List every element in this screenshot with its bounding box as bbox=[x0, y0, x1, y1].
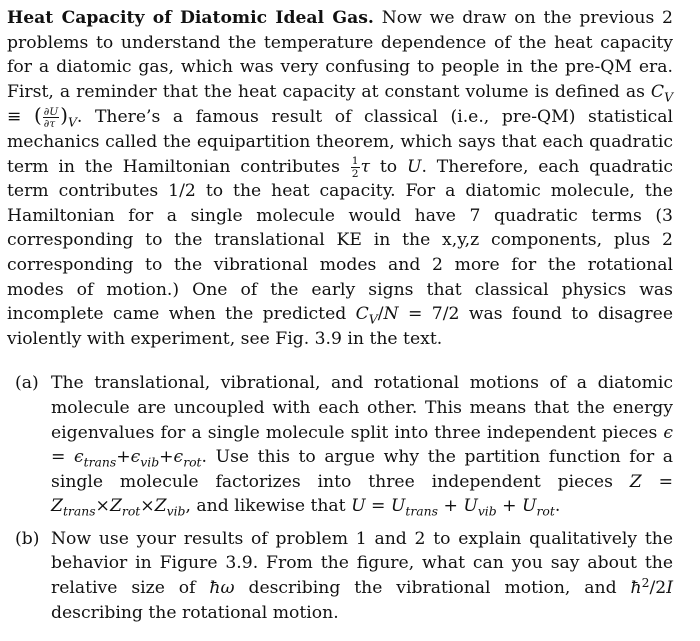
energy-split-equation: $\epsilon = \epsilon_{trans}+\epsilon_{vib}+\epsilon_{rot}$. bbox=[51, 422, 673, 470]
question-b bbox=[7, 527, 673, 625]
question-a bbox=[7, 371, 673, 519]
question-a-text-3: and likewise that bbox=[196, 496, 346, 517]
question-list bbox=[7, 371, 673, 625]
question-b-text-1: Now use your results of problem 1 and 2 to explain qualitatively the behavior in Figure 3.9. From the figure, what can you say about the relative size of bbox=[51, 528, 673, 599]
question-b-text-2: describing the vibrational motion, and bbox=[248, 578, 617, 599]
problem-title: Heat Capacity of Diatomic Ideal Gas. bbox=[7, 8, 374, 28]
question-b-label: (b) bbox=[15, 528, 40, 549]
intro-sentence-3: Therefore, each quadratic term contributes 1/2 to the heat capacity. For a diatomic molecule, the Hamiltonian for a single molecule would have 7 quadratic terms (3 corresponding to the translational KE in the x,y,z components, plus 2 corresponding to the vibrational modes and 2 more for the rotational modes of motion.) One of the early signs that classical physics was incomplete came when the predicted bbox=[7, 156, 673, 325]
predicted-ratio: $C_V/N = 7/2$ bbox=[355, 304, 460, 327]
intro-sentence-2: There’s a famous result of classical (i.e., pre-QM) statistical mechanics called the equipartition theorem, which says that each quadratic term in the Hamiltonian contributes bbox=[7, 107, 673, 177]
rotational-energy-symbol: $ħ^2/2I$ bbox=[630, 575, 674, 599]
heat-capacity-definition: $C_V$ ≡ ( $\frac{\partial U}{\partial\tau}$ )$_V$. bbox=[7, 81, 673, 131]
partition-function-equation: $Z = Z_{trans}\times Z_{rot}\times Z_{vib}$, bbox=[51, 471, 673, 519]
question-a-text-1: The translational, vibrational, and rotational motions of a diatomic molecule are uncoupled with each other. This means that the energy eigenvalues for a single molecule split into three independent pieces bbox=[51, 373, 673, 443]
question-a-label: (a) bbox=[15, 373, 39, 394]
question-b-text-3: describing the rotational motion. bbox=[51, 602, 339, 623]
intro-sentence-1: Now we draw on the previous 2 problems to understand the temperature dependence of the heat capacity for a diatomic gas, which was very confusing to people in the pre-QM era. First, a reminder that the heat capacity at constant volume is defined as bbox=[7, 8, 673, 102]
energy-sum-equation: $U = U_{trans} + U_{vib} + U_{rot}$. bbox=[351, 496, 561, 519]
problem-page bbox=[7, 6, 673, 633]
vibrational-energy-symbol: ħω bbox=[209, 578, 235, 599]
intro-sentence-4: was found to disagree violently with experiment, see Fig. 3.9 in the text. bbox=[7, 304, 673, 349]
intro-paragraph bbox=[7, 6, 673, 351]
equipartition-term: $\frac{1}{2}$ τ to U. bbox=[351, 154, 427, 180]
question-a-text-2: Use this to argue why the partition function for a single molecule factorizes into three independent pieces bbox=[51, 447, 673, 492]
